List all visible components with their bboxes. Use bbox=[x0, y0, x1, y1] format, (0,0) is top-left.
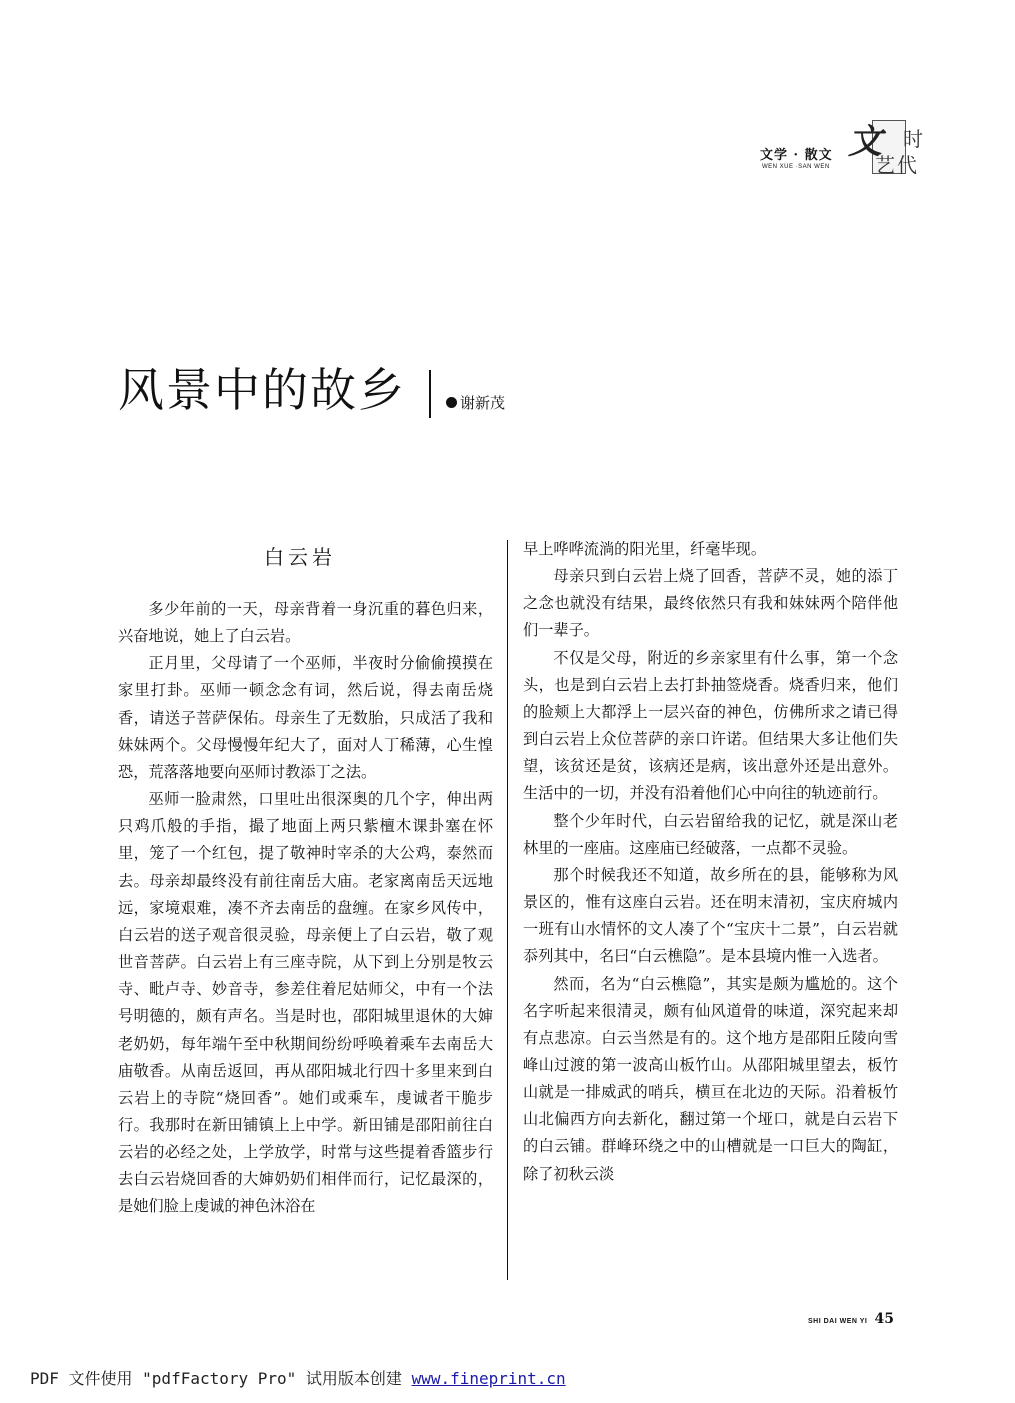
magazine-logo bbox=[848, 116, 923, 177]
section-pinyin: WEN XUE ·SAN WEN bbox=[762, 164, 830, 170]
byline-bullet-icon bbox=[446, 397, 457, 408]
right-column bbox=[523, 536, 898, 1188]
paragraph: 早上哗哗流淌的阳光里，纤毫毕现。 bbox=[523, 540, 766, 558]
title-divider bbox=[429, 370, 431, 418]
left-column bbox=[118, 596, 493, 1221]
section-header bbox=[750, 116, 923, 177]
paragraph: 那个时候我还不知道，故乡所在的县，能够称为风景区的，惟有这座白云岩。还在明末清初，宝庆府城内一班有山水情怀的文人凑了个“宝庆十二景”，白云岩就忝列其中，名曰“白云樵隐”。是本县境内惟一入选者。 bbox=[523, 865, 898, 966]
logo-char-wen: 文 bbox=[848, 122, 882, 162]
page-footer bbox=[808, 1308, 894, 1327]
paragraph: 然而，名为“白云樵隐”，其实是颇为尴尬的。这个名字听起来很清灵，颇有仙风道骨的味道，深究起来却有点悲凉。白云当然是有的。这个地方是邵阳丘陵向雪峰山过渡的第一波高山板竹山。从邵阳城里望去，板竹山就是一排威武的哨兵，横亘在北边的天际。沿着板竹山北偏西方向去新化，翻过第一个垭口，就是白云岩下的白云铺。群峰环绕之中的山槽就是一口巨大的陶缸，除了初秋云淡 bbox=[523, 974, 898, 1183]
watermark-link[interactable]: www.fineprint.cn bbox=[411, 1369, 566, 1388]
logo-char-yi: 艺 bbox=[875, 153, 895, 177]
paragraph: 整个少年时代，白云岩留给我的记忆，就是深山老林里的一座庙。这座庙已经破落，一点都不灵验。 bbox=[523, 811, 898, 857]
pdf-watermark bbox=[30, 1366, 566, 1389]
section-name: 文学 · 散文 bbox=[760, 148, 833, 163]
page-number: 45 bbox=[874, 1311, 894, 1327]
paragraph: 多少年前的一天，母亲背着一身沉重的暮色归来，兴奋地说，她上了白云岩。 bbox=[118, 600, 493, 646]
section-subtitle: 白云岩 bbox=[264, 545, 336, 569]
paragraph: 母亲只到白云岩上烧了回香，菩萨不灵，她的添丁之念也就没有结果，最终依然只有我和妹妹两个陪伴他们一辈子。 bbox=[523, 567, 898, 640]
article-title: 风景中的故乡 bbox=[118, 363, 406, 417]
article-author: 谢新茂 bbox=[460, 394, 506, 412]
paragraph: 巫师一脸肃然，口里吐出很深奥的几个字，伸出两只鸡爪般的手指，撮了地面上两只紫檀木课卦塞在怀里，笼了一个红包，提了敬神时宰杀的大公鸡，泰然而去。母亲却最终没有前往南岳大庙。老家离南岳天远地远，家境艰难，凑不齐去南岳的盘缠。在家乡风传中，白云岩的送子观音很灵验，母亲便上了白云岩，敬了观世音菩萨。白云岩上有三座寺院，从下到上分别是牧云寺、毗卢寺、妙音寺，参差住着尼姑师父，中有一个法号明德的，颇有声名。当是时也，邵阳城里退休的大婶老奶奶，每年端午至中秋期间纷纷呼唤着乘车去南岳大庙敬香。从南岳返回，再从邵阳城北行四十多里来到白云岩上的寺院“烧回香”。她们或乘车，虔诚者干脆步行。我那时在新田铺镇上上中学。新田铺是邵阳前往白云岩的必经之处，上学放学，时常与这些提着香篮步行去白云岩烧回香的大婶奶奶们相伴而行，记忆最深的，是她们脸上虔诚的神色沐浴在 bbox=[118, 790, 493, 1216]
logo-char-shi: 时 bbox=[903, 127, 923, 151]
watermark-text: PDF 文件使用 "pdfFactory Pro" 试用版本创建 bbox=[30, 1369, 412, 1388]
column-divider bbox=[507, 540, 508, 1280]
footer-magazine-label: SHI DAI WEN YI bbox=[808, 1318, 868, 1325]
paragraph: 正月里，父母请了一个巫师，半夜时分偷偷摸摸在家里打卦。巫师一顿念念有词，然后说，得去南岳烧香，请送子菩萨保佑。母亲生了无数胎，只成活了我和妹妹两个。父母慢慢年纪大了，面对人丁稀薄，心生惶恐，荒落落地要向巫师讨教添丁之法。 bbox=[118, 654, 493, 781]
logo-char-dai: 代 bbox=[897, 153, 917, 177]
paragraph: 不仅是父母，附近的乡亲家里有什么事，第一个念头，也是到白云岩上去打卦抽签烧香。烧香归来，他们的脸颊上大都浮上一层兴奋的神色，仿佛所求之请已得到白云岩上众位菩萨的亲口许诺。但结果大多让他们失望，该贫还是贫，该病还是病，该出意外还是出意外。生活中的一切，并没有沿着他们心中向往的轨迹前行。 bbox=[523, 648, 898, 803]
